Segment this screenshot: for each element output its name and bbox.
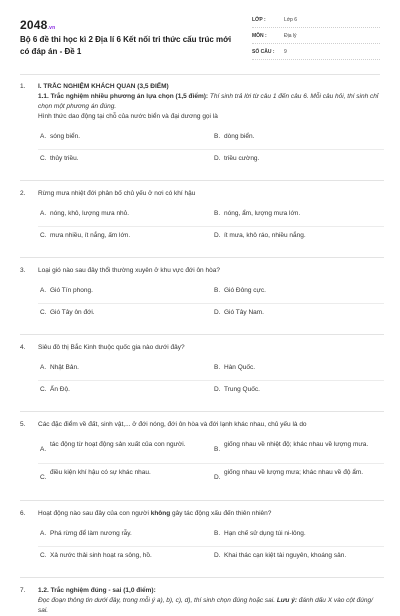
option-letter: B.	[214, 210, 221, 217]
meta-row-subject	[252, 30, 380, 44]
question-text-post: gây tác động xấu đến thiên nhiên?	[172, 510, 272, 517]
answer-options	[38, 525, 384, 569]
question-text: Hình thức dao động tại chỗ của nước biển và đại dương gọi là	[38, 113, 218, 120]
option-letter: B.	[214, 287, 221, 294]
options-row	[38, 464, 384, 492]
options-row	[38, 128, 384, 150]
options-row	[38, 547, 384, 569]
option-letter: D.	[214, 232, 221, 239]
option-letter: C.	[40, 309, 47, 316]
option-text: ít mưa, khô ráo, nhiều nắng.	[224, 232, 306, 239]
option-letter: A.	[40, 133, 47, 140]
option-letter: C.	[40, 474, 47, 481]
option-text: Ấn Độ.	[50, 386, 70, 393]
subsection-note: Thí sinh trả lời từ câu 1 đến câu 6. Mỗi câu hỏi, thí sinh chỉ chọn một phương án đúng.	[38, 93, 379, 110]
option-text: giống nhau về lượng mưa; khác nhau về độ ẩm.	[224, 469, 364, 476]
answer-options	[38, 436, 384, 492]
option-letter: C.	[40, 552, 47, 559]
option-text: Gió Tín phong.	[50, 287, 93, 294]
question-text: Rừng mưa nhiệt đới phân bố chủ yếu ở nơi có khí hậu	[38, 190, 196, 197]
option-letter: C.	[40, 232, 47, 239]
subsection-title: 1.2. Trắc nghiệm đúng - sai (1,0 điểm):	[38, 587, 156, 594]
meta-value: Lớp 6	[284, 17, 298, 23]
meta-value: 9	[284, 49, 287, 55]
question-text-emphasis: không	[150, 510, 171, 517]
option-text: mưa nhiều, ít nắng, ấm lớn.	[50, 232, 131, 239]
question-number: 5.	[20, 421, 26, 428]
option-letter: D.	[214, 552, 221, 559]
logo-suffix: .vn	[47, 25, 56, 31]
answer-options	[38, 282, 384, 326]
options-row	[38, 150, 384, 172]
meta-row-count	[252, 46, 380, 60]
option-text: Hàn Quốc.	[224, 364, 256, 371]
question-divider	[20, 257, 384, 258]
question-divider	[20, 411, 384, 412]
option-text: dòng biển.	[224, 133, 255, 140]
question-1	[20, 82, 384, 172]
question-text: Loại gió nào sau đây thổi thường xuyên ở khu vực đới ôn hòa?	[38, 267, 220, 274]
exam-meta	[252, 14, 380, 62]
option-letter: D.	[214, 474, 221, 481]
option-letter: C.	[40, 155, 47, 162]
question-number: 1.	[20, 83, 26, 90]
option-letter: B.	[214, 530, 221, 537]
section-title: I. TRẮC NGHIỆM KHÁCH QUAN (3,5 ĐIỂM)	[38, 83, 169, 90]
site-logo[interactable]	[20, 18, 55, 32]
question-text: Siêu đô thị Bắc Kinh thuộc quốc gia nào dưới đây?	[38, 344, 185, 351]
question-6	[20, 509, 384, 569]
option-text: Gió Tây ôn đới.	[50, 309, 95, 316]
option-letter: D.	[214, 155, 221, 162]
question-number: 7.	[20, 587, 26, 594]
options-row	[38, 282, 384, 304]
option-text: Xả nước thải sinh hoạt ra sông, hồ.	[50, 552, 152, 559]
question-2	[20, 189, 384, 249]
option-letter: B.	[214, 364, 221, 371]
options-row	[38, 227, 384, 249]
option-text: tác động từ hoạt động sản xuất của con người.	[50, 441, 186, 448]
option-letter: A.	[40, 446, 47, 453]
option-letter: A.	[40, 530, 47, 537]
options-row	[38, 436, 384, 464]
option-letter: C.	[40, 386, 47, 393]
meta-value: Địa lý	[284, 33, 297, 39]
question-text	[38, 509, 384, 519]
question-text-pre: Hoạt động nào sau đây của con người	[38, 510, 149, 517]
option-letter: D.	[214, 309, 221, 316]
answer-options	[38, 359, 384, 403]
question-number: 2.	[20, 190, 26, 197]
option-letter: B.	[214, 133, 221, 140]
option-text: Trung Quốc.	[224, 386, 260, 393]
question-3	[20, 266, 384, 326]
note-text: đánh dấu X vào cột đúng/ sai.	[38, 597, 373, 614]
option-text: Nhật Bản.	[50, 364, 79, 371]
meta-label: SỐ CÂU :	[252, 49, 275, 55]
meta-label: LỚP :	[252, 17, 266, 23]
options-row	[38, 304, 384, 326]
option-letter: A.	[40, 364, 47, 371]
question-number: 3.	[20, 267, 26, 274]
option-text: thủy triều.	[50, 155, 79, 162]
question-divider	[20, 577, 384, 578]
page-header	[0, 0, 400, 74]
question-divider	[20, 334, 384, 335]
question-5	[20, 420, 384, 492]
option-text: nóng, ẩm, lượng mưa lớn.	[224, 210, 301, 217]
option-text: Phá rừng để làm nương rẫy.	[50, 530, 132, 537]
question-number: 6.	[20, 510, 26, 517]
options-row	[38, 525, 384, 547]
subsection-instructions	[38, 596, 384, 616]
question-divider	[20, 500, 384, 501]
option-text: sóng biển.	[50, 133, 80, 140]
option-letter: B.	[214, 446, 221, 453]
question-text: Các đặc điểm về đất, sinh vật,... ở đới nóng, đới ôn hòa và đới lạnh khác nhau, chủ yếu là do	[38, 421, 307, 428]
option-letter: A.	[40, 287, 47, 294]
options-row	[38, 359, 384, 381]
option-text: Khai thác cạn kiệt tài nguyên, khoáng sản.	[224, 552, 347, 559]
question-4	[20, 343, 384, 403]
question-7	[20, 586, 384, 616]
option-text: Gió Đông cực.	[224, 287, 266, 294]
option-text: Gió Tây Nam.	[224, 309, 264, 316]
options-row	[38, 381, 384, 403]
exam-content	[20, 82, 384, 616]
option-text: nóng, khô, lượng mưa nhỏ.	[50, 210, 130, 217]
subsection-instructions	[38, 92, 384, 112]
meta-row-class	[252, 14, 380, 28]
subsection-note: Đọc đoạn thông tin dưới đây, trong mỗi ý a), b), c), d), thí sinh chọn đúng hoặc sai.	[38, 597, 275, 604]
option-letter: A.	[40, 210, 47, 217]
note-label: Lưu ý:	[276, 597, 297, 604]
option-text: điều kiện khí hậu có sự khác nhau.	[50, 469, 151, 476]
options-row	[38, 205, 384, 227]
option-text: Hạn chế sử dụng túi ni-lông.	[224, 530, 306, 537]
question-number: 4.	[20, 344, 26, 351]
option-letter: D.	[214, 386, 221, 393]
meta-label: MÔN :	[252, 33, 267, 39]
option-text: triều cường.	[224, 155, 260, 162]
subsection-title: 1.1. Trắc nghiệm nhiều phương án lựa chọn (1,5 điểm):	[38, 93, 209, 100]
logo-main: 2048	[20, 18, 48, 32]
answer-options	[38, 128, 384, 172]
option-text: giống nhau về nhiệt độ; khác nhau về lượng mưa.	[224, 441, 369, 448]
answer-options	[38, 205, 384, 249]
document-title: Bộ 6 đề thi học kì 2 Địa lí 6 Kết nối tri thức cấu trúc mới có đáp án - Đề 1	[20, 35, 232, 56]
question-divider	[20, 180, 384, 181]
header-divider	[20, 74, 380, 75]
